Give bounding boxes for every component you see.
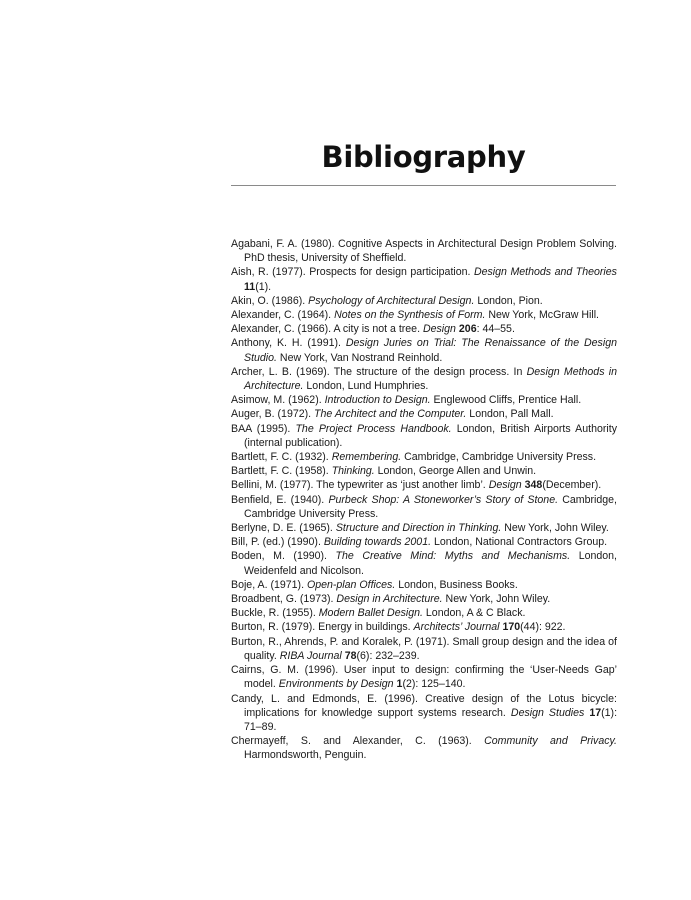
reference-text: Cairns, G. M. (1996). User input to design: confirming the ‘User-Needs Gap’ model. [231,664,617,691]
reference-list [231,237,617,763]
reference-entry [231,422,617,450]
reference-volume-number: 17 [589,706,602,719]
reference-entry [231,365,617,393]
reference-italic-text: The Project Process Handbook. [295,422,452,435]
reference-text: London, British Airports Authority (internal publication). [244,422,617,449]
reference-entry [231,734,617,762]
reference-italic-text: Psychology of Architectural Design. [308,294,475,307]
reference-text: Candy, L. and Edmonds, E. (1996). Creative design of the Lotus bicycle: implications for knowledge support systems research. [231,692,617,719]
reference-entry [231,407,617,421]
reference-italic-text: Design Methods and Theories [473,266,617,279]
reference-italic-text: Building towards 2001. [323,536,432,549]
reference-entry [231,620,617,634]
reference-volume-number: 11 [244,280,256,293]
reference-entry [231,578,617,592]
reference-text: Bartlett, F. C. (1932). [231,451,332,464]
reference-text: Boje, A. (1971). [231,578,307,591]
reference-entry [231,265,617,293]
reference-text: Cambridge, Cambridge University Press. [244,493,617,520]
reference-text: Bartlett, F. C. (1958). [231,465,332,478]
reference-text: (44): 922. [520,621,566,634]
reference-text: London, National Contractors Group. [431,536,608,549]
reference-text: New York, McGraw Hill. [485,309,600,322]
reference-text: London, Pion. [474,294,543,307]
reference-text: Bellini, M. (1977). The typewriter as ‘just another limb’. [231,479,489,492]
reference-entry [231,606,617,620]
reference-entry [231,308,617,322]
reference-text: London, Business Books. [395,578,518,591]
reference-volume-number: 1 [396,678,403,691]
reference-entry [231,478,617,492]
reference-text: Bill, P. (ed.) (1990). [231,536,324,549]
reference-text: New York, Van Nostrand Reinhold. [276,351,443,364]
title-rule [231,185,616,186]
reference-entry [231,450,617,464]
reference-entry [231,294,617,308]
reference-entry [231,535,617,549]
reference-text: Harmondsworth, Penguin. [244,749,367,762]
reference-text: Cambridge, Cambridge University Press. [401,451,597,464]
reference-text: Auger, B. (1972). [231,408,315,421]
reference-text: (6): 232–239. [356,649,420,662]
reference-text: Buckle, R. (1955). [231,607,319,620]
reference-italic-text: Modern Ballet Design. [318,607,423,620]
reference-text: Berlyne, D. E. (1965). [231,522,336,535]
reference-italic-text: Design [422,323,456,336]
reference-text: London, George Allen and Unwin. [374,465,537,478]
reference-italic-text: The Creative Mind: Myths and Mechanisms. [335,550,571,563]
reference-volume-number: 78 [344,649,357,662]
reference-text: London, A & C Black. [422,607,526,620]
reference-italic-text: Architects’ Journal [413,621,500,634]
reference-italic-text: Introduction to Design. [324,394,431,407]
reference-text: Englewood Cliffs, Prentice Hall. [430,394,582,407]
reference-italic-text: Environments by Design [278,678,394,691]
reference-entry [231,663,617,691]
reference-volume-number: 170 [502,621,521,634]
reference-text: : 44–55. [476,323,515,336]
page-title: Bibliography [321,140,526,174]
reference-text: (2): 125–140. [402,678,466,691]
reference-italic-text: Design Studies [510,706,585,719]
reference-text: Anthony, K. H. (1991). [231,337,346,350]
reference-text: Benfield, E. (1940). [231,493,329,506]
reference-italic-text: RIBA Journal [279,649,342,662]
reference-text: New York, John Wiley. [442,593,551,606]
reference-italic-text: Design Juries on Trial: The Renaissance of the Design Studio. [244,337,617,364]
reference-italic-text: The Architect and the Computer. [314,408,467,421]
reference-italic-text: Structure and Direction in Thinking. [335,522,502,535]
reference-italic-text: Thinking. [331,465,375,478]
reference-text: (1): 71–89. [244,706,618,733]
reference-text: BAA (1995). [231,422,296,435]
reference-entry [231,521,617,535]
reference-volume-number: 348 [524,479,543,492]
reference-entry [231,464,617,478]
reference-text: London, Pall Mall. [466,408,554,421]
reference-text: Burton, R., Ahrends, P. and Koralek, P. (1971). Small group design and the idea of quality. [231,635,617,662]
reference-entry [231,393,617,407]
reference-text: Alexander, C. (1964). [231,309,335,322]
reference-entry [231,493,617,521]
reference-text: New York, John Wiley. [501,522,609,535]
reference-italic-text: Remembering. [331,451,402,464]
reference-entry [231,237,617,265]
reference-text: London, Weidenfeld and Nicolson. [244,550,617,577]
reference-text: London, Lund Humphries. [303,380,429,393]
reference-text: Agabani, F. A. (1980). Cognitive Aspects in Architectural Design Problem Solving. PhD thesis, University of Sheffield. [231,238,617,265]
reference-text: Burton, R. (1979). Energy in buildings. [231,621,414,634]
reference-text: (1). [255,280,272,293]
reference-entry [231,635,617,663]
reference-italic-text: Open-plan Offices. [306,578,396,591]
reference-entry [231,549,617,577]
reference-entry [231,336,617,364]
reference-text: Archer, L. B. (1969). The structure of the design process. In [231,365,527,378]
reference-text: (December). [542,479,602,492]
reference-entry [231,692,617,735]
reference-italic-text: Design in Architecture. [336,593,443,606]
reference-italic-text: Community and Privacy. [484,735,617,748]
reference-text: Asimow, M. (1962). [231,394,325,407]
reference-text: Chermayeff, S. and Alexander, C. (1963). [231,735,485,748]
reference-text: Aish, R. (1977). Prospects for design participation. [231,266,474,279]
reference-text: Broadbent, G. (1973). [231,593,337,606]
reference-italic-text: Design Methods in Architecture. [244,365,617,393]
reference-volume-number: 206 [458,323,477,336]
reference-italic-text: Notes on the Synthesis of Form. [334,309,486,322]
reference-text: Boden, M. (1990). [231,550,336,563]
reference-italic-text: Design [488,479,522,492]
reference-entry [231,592,617,606]
reference-text: Akin, O. (1986). [231,294,309,307]
reference-text: Alexander, C. (1966). A city is not a tree. [231,323,423,336]
reference-italic-text: Purbeck Shop: A Stoneworker’s Story of Stone. [328,493,559,506]
reference-entry [231,322,617,336]
